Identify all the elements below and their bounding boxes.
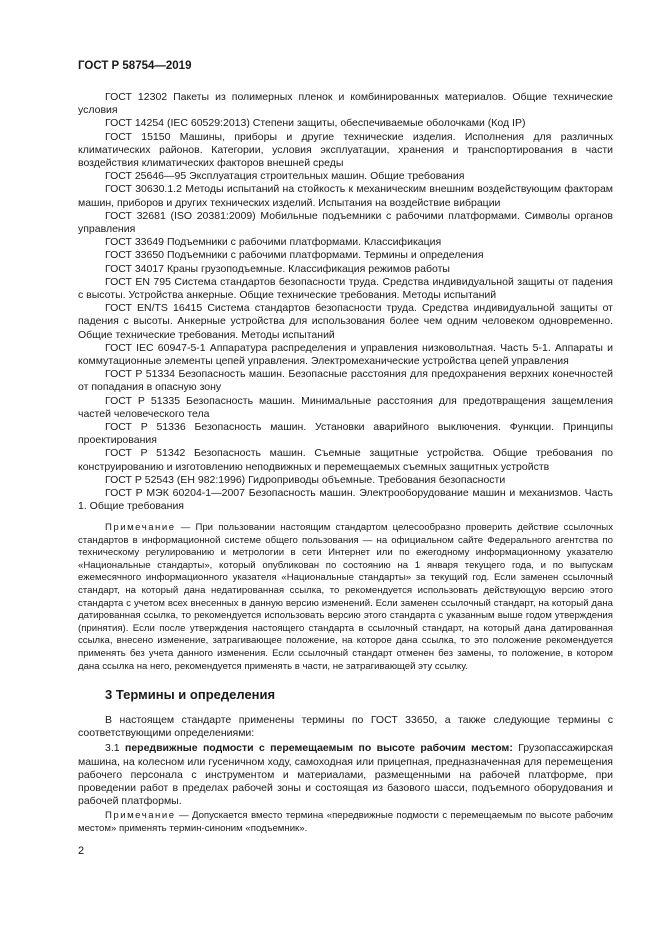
reference-item: ГОСТ 34017 Краны грузоподъемные. Классификация режимов работы [105, 262, 450, 275]
reference-item: ГОСТ IEC 60947-5-1 Аппаратура распределения и управления низковольтная. Часть 5-1. Аппараты и коммутационные элементы цепей управления. Электромеханические устройства цепей управления [78, 341, 613, 368]
reference-item: ГОСТ Р МЭК 60204-1—2007 Безопасность машин. Электрооборудование машин и механизмов. Часть 1. Общие требования [78, 487, 613, 513]
term-number: 3.1 [105, 742, 125, 755]
reference-item: ГОСТ 33649 Подъемники с рабочими платформами. Классификация [105, 236, 442, 249]
reference-item: ГОСТ 14254 (IEC 60529:2013) Степени защиты, обеспечиваемые оболочками (Код IP) [105, 117, 526, 130]
reference-item: ГОСТ Р 51335 Безопасность машин. Минимальные расстояния для предотвращения защемления частей человеческого тела [78, 394, 613, 420]
reference-item: ГОСТ Р 52543 (ЕН 982:1996) Гидроприводы объемные. Требования безопасности [105, 473, 506, 486]
reference-item: ГОСТ Р 51334 Безопасность машин. Безопасные расстояния для предохранения верхних конечностей от попадания в опасную зону [78, 368, 613, 394]
reference-item: ГОСТ 25646—95 Эксплуатация строительных машин. Общие требования [105, 170, 465, 183]
reference-item: ГОСТ EN 795 Система стандартов безопасности труда. Средства индивидуальной защиты от падения с высоты. Устройства анкерные. Общие технические требования. Методы испытаний [78, 275, 613, 302]
term-name: передвижные подмости с перемещаемым по высоте рабочим местом: [124, 742, 513, 755]
reference-item: ГОСТ 12302 Пакеты из полимерных пленок и комбинированных материалов. Общие технические условия [78, 91, 613, 117]
page-header: ГОСТ Р 58754—2019 [78, 60, 192, 72]
reference-item: ГОСТ 32681 (ISO 20381:2009) Мобильные подъемники с рабочими платформами. Символы органов управления [78, 209, 613, 236]
note-text: — При пользовании настоящим стандартом целесообразно проверить действие ссылочных стандартов в информационной системе общего пользования — на официальном сайте Федерального агентства по техническому регулированию и метрологии в сети Интернет или по ежегодному информационному указателю «Национальные стандарты», который опубликован по состоянию на 1 января текущего года, и по выпускам ежемесячного информационного указателя «Национальные стандарты» за текущий год. Если заменен ссылочный стандарт, на который дана недатированная ссылка, то рекомендуется использовать действующую версию этого стандарта с учетом всех внесенных в данную версию изменений. Если заменен ссылочный стандарт, на который дана датированная ссылка, то рекомендуется использовать версию этого стандарта с указанным выше годом утверждения (принятия). Если после утверждения настоящего стандарта в ссылочный стандарт, на который дана датированная ссылка, внесено изменение, затрагивающее положение, на которое дана ссылка, то это положение рекомендуется применять без учета данного изменения. Если ссылочный стандарт отменен без замены, то положение, в котором дана ссылка на него, рекомендуется применять в части, не затрагивающей эту ссылку. [78, 522, 613, 672]
page-number: 2 [78, 845, 85, 857]
term-definition: Грузопассажирская машина, на колесном или гусеничном ходу, самоходная или прицепная, предназначенная для перемещения рабочего персонала с инструментом и материалами, размещенными на рабочей платформе, при проведении работ в пределах рабочей зоны и состоящая из базового шасси, подъемного оборудования и рабочей платформы. [78, 742, 614, 808]
reference-item: ГОСТ 15150 Машины, приборы и другие технические изделия. Исполнения для различных климатических районов. Категории, условия эксплуатации, хранения и транспортирования в части воздействия климатических факторов внешней среды [78, 130, 613, 170]
references-note [78, 522, 613, 673]
section-body [78, 714, 613, 810]
normative-references-list [78, 91, 613, 514]
reference-item: ГОСТ Р 51342 Безопасность машин. Съемные защитные устройства. Общие требования по конструированию и изготовлению неподвижных и перемещаемых съемных защитных устройств [78, 447, 613, 473]
reference-item: ГОСТ 30630.1.2 Методы испытаний на стойкость к механическим внешним воздействующим факторам машин, приборов и других технических изделий. Испытания на воздействие вибрации [78, 183, 613, 209]
note-text: — Допускается вместо термина «передвижные подмости с перемещаемым по высоте рабочим местом» применять термин-синоним «подъемник». [78, 810, 613, 834]
reference-item: ГОСТ Р 51336 Безопасность машин. Установки аварийного выключения. Функции. Принципы проектирования [78, 421, 613, 447]
section-title: 3 Термины и определения [105, 687, 276, 702]
term-note [78, 810, 613, 835]
section-intro: В настоящем стандарте применены термины по ГОСТ 33650, а также следующие термины с соответствующими определениями: [78, 714, 613, 740]
note-label: Примечание [105, 522, 176, 533]
reference-item: ГОСТ 33650 Подъемники с рабочими платформами. Термины и определения [105, 249, 484, 262]
note-label: Примечание [105, 810, 176, 821]
reference-item: ГОСТ EN/TS 16415 Система стандартов безопасности труда. Средства индивидуальной защиты от падения с высоты. Анкерные устройства для использования более чем одним человеком одновременно. Общие технические требования. Методы испытаний [78, 302, 613, 341]
term-definition-paragraph [78, 742, 613, 808]
